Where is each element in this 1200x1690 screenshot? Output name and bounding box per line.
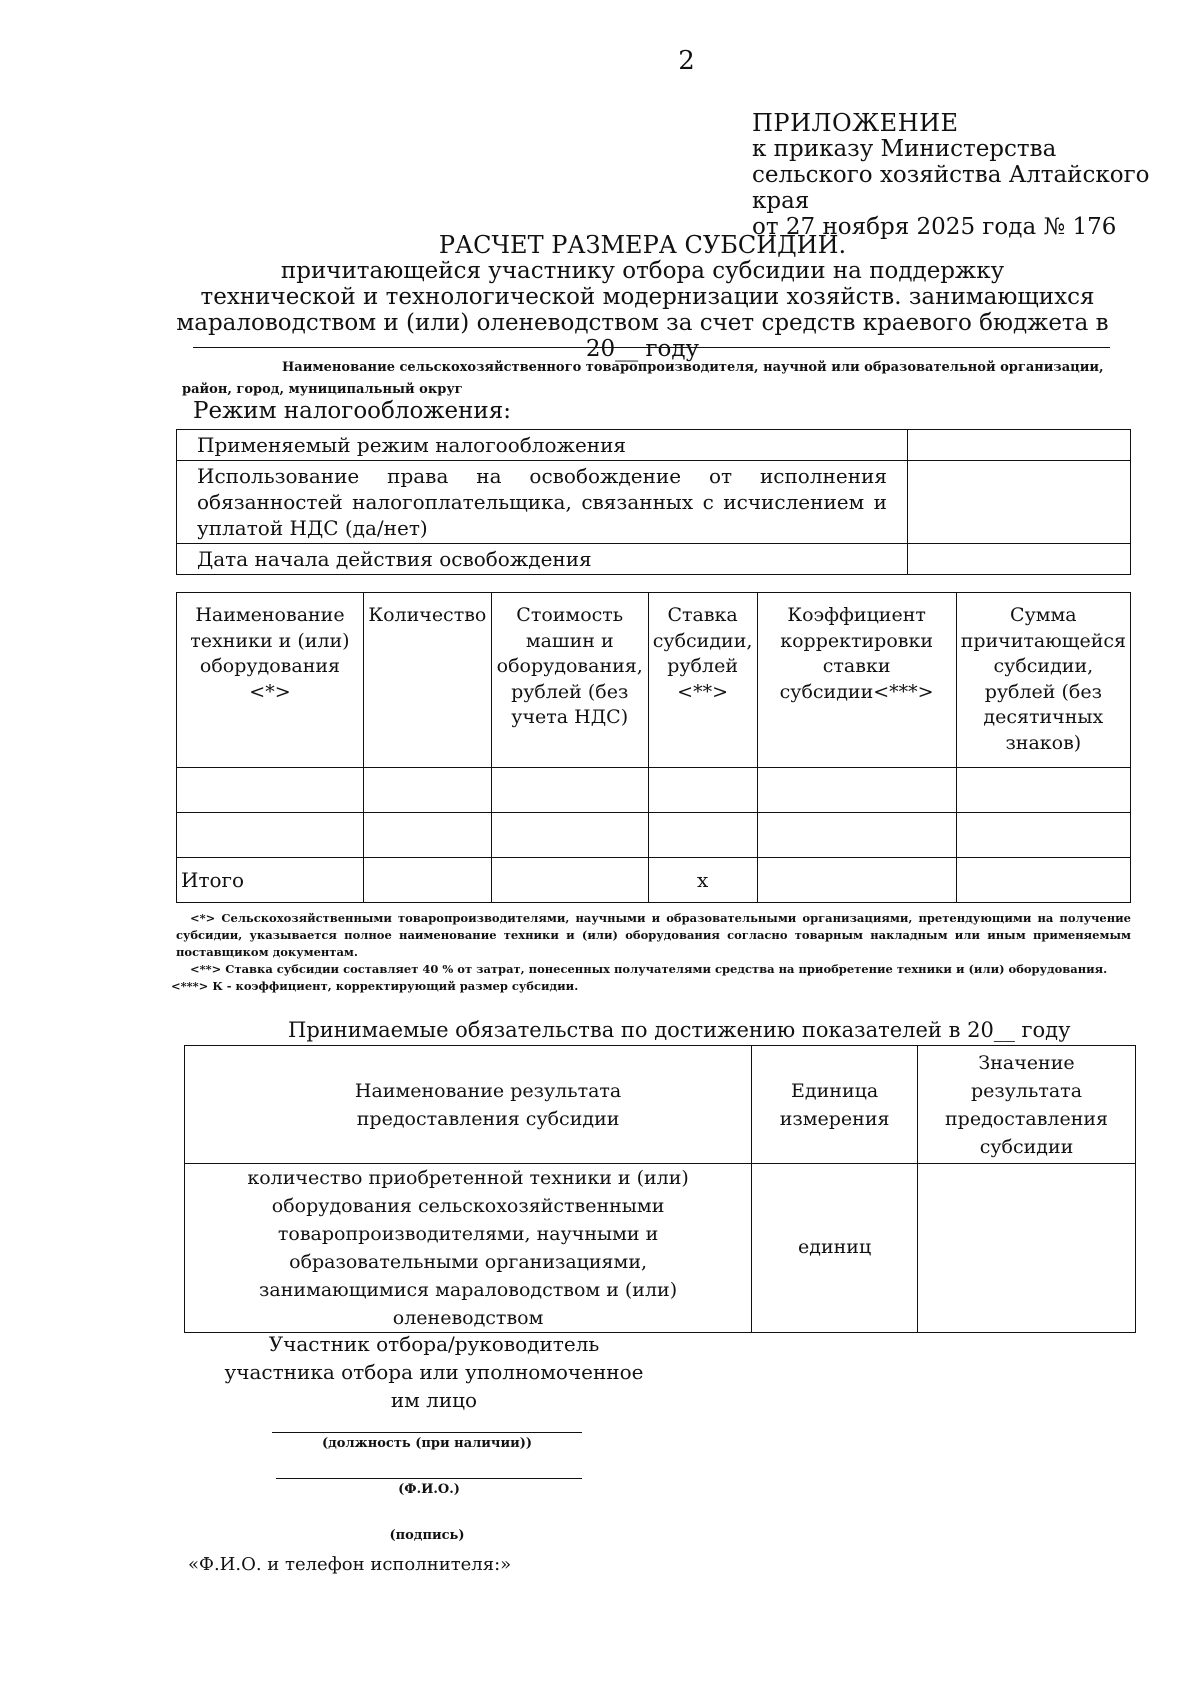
tax-row-value[interactable] — [908, 544, 1131, 575]
table-header-row — [177, 593, 1131, 768]
table-cell[interactable] — [491, 858, 648, 903]
table-row — [177, 768, 1131, 813]
title-line: причитающейся участнику отбора субсидии на поддержку — [280, 258, 1005, 284]
document-title — [160, 232, 1125, 362]
table-row — [185, 1164, 1136, 1333]
result-value-cell[interactable] — [918, 1164, 1136, 1333]
col-header-result-name: Наименование результата предоставления субсидии — [185, 1046, 752, 1164]
table-row — [177, 813, 1131, 858]
page-number: 2 — [678, 46, 695, 76]
appendix-line: от 27 ноября 2025 года № 176 — [752, 214, 1117, 240]
appendix-line: сельского хозяйства Алтайского края — [752, 162, 1150, 214]
org-name-caption — [182, 357, 1122, 401]
org-caption-part1: Наименование сельскохозяйственного товаропроизводителя, научной или образовательной организации, — [282, 360, 1104, 375]
table-total-row — [177, 858, 1131, 903]
tax-regime-label: Режим налогообложения: — [193, 398, 512, 424]
table-row — [177, 430, 1131, 461]
obligations-heading: Принимаемые обязательства по достижению показателей в 20__ году — [288, 1018, 1071, 1042]
appendix-block — [752, 110, 1200, 240]
total-label: Итого — [177, 858, 364, 903]
table-cell[interactable] — [363, 858, 491, 903]
total-rate-cell: х — [648, 858, 757, 903]
col-header-sum: Сумма причитающейся субсидии, рублей (без десятичных знаков) — [956, 593, 1130, 768]
table-header-row — [185, 1046, 1136, 1164]
fio-line — [276, 1478, 582, 1479]
col-header-cost: Стоимость машин и оборудования, рублей (без учета НДС) — [491, 593, 648, 768]
table-row — [177, 544, 1131, 575]
col-header-unit: Единица измерения — [752, 1046, 918, 1164]
tax-regime-table — [176, 429, 1131, 575]
table-cell[interactable] — [491, 768, 648, 813]
table-cell[interactable] — [177, 813, 364, 858]
obligations-table — [184, 1045, 1136, 1333]
title-line: мараловодством и (или) оленеводством за счет средств краевого бюджета в 20__ году — [176, 310, 1109, 362]
table-cell[interactable] — [648, 768, 757, 813]
table-cell[interactable] — [956, 768, 1130, 813]
title-line: технической и технологической модернизации хозяйств. занимающихся — [200, 284, 1095, 310]
footnote: <***> К - коэффициент, корректирующий размер субсидии. — [171, 979, 579, 993]
result-unit-cell: единиц — [752, 1164, 918, 1333]
org-caption-part2: район, город, муниципальный округ — [182, 382, 463, 397]
footnote: <*> Сельскохозяйственными товаропроизводителями, научными и образовательными организациями, претендующими на получение субсидии, указывается полное наименование техники и (или) оборудования согласно товарным накладным или иным применяемым поставщиком документам. — [176, 911, 1131, 959]
fio-caption: (Ф.И.О.) — [398, 1482, 460, 1497]
appendix-line: к приказу Министерства — [752, 136, 1057, 162]
table-cell[interactable] — [956, 858, 1130, 903]
table-cell[interactable] — [491, 813, 648, 858]
tax-row-label: Использование права на освобождение от исполнения обязанностей налогоплательщика, связанных с исчислением и уплатой НДС (да/нет) — [177, 461, 908, 544]
appendix-title: ПРИЛОЖЕНИЕ — [752, 109, 959, 137]
org-name-line — [193, 347, 1110, 348]
col-header-coefficient: Коэффициент корректировки ставки субсидии<***> — [757, 593, 956, 768]
table-row — [177, 461, 1131, 544]
table-cell[interactable] — [363, 813, 491, 858]
tax-row-label: Применяемый режим налогообложения — [177, 430, 908, 461]
table-cell[interactable] — [757, 858, 956, 903]
position-caption: (должность (при наличии)) — [321, 1436, 533, 1451]
equipment-table — [176, 592, 1131, 903]
col-header-name: Наименование техники и (или) оборудования <*> — [177, 593, 364, 768]
tax-row-value[interactable] — [908, 461, 1131, 544]
result-name-cell: количество приобретенной техники и (или) оборудования сельскохозяйственными товаропроизводителями, научными и образовательными организациями, занимающимися мараловодством и (или) оленеводством — [185, 1164, 752, 1333]
executor-label: «Ф.И.О. и телефон исполнителя:» — [188, 1554, 512, 1575]
col-header-rate: Ставка субсидии, рублей <**> — [648, 593, 757, 768]
table-cell[interactable] — [757, 768, 956, 813]
signature-caption: (подпись) — [389, 1528, 465, 1543]
table-cell[interactable] — [363, 768, 491, 813]
tax-row-value[interactable] — [908, 430, 1131, 461]
table-cell[interactable] — [757, 813, 956, 858]
col-header-result-value: Значение результата предоставления субсидии — [918, 1046, 1136, 1164]
signature-heading: Участник отбора/руководитель участника отбора или уполномоченное им лицо — [224, 1332, 644, 1412]
table-cell[interactable] — [177, 768, 364, 813]
footnotes — [171, 910, 1131, 995]
footnote: <**> Ставка субсидии составляет 40 % от затрат, понесенных получателями средства на приобретение техники и (или) оборудования. — [190, 962, 1108, 976]
title-line: РАСЧЕТ РАЗМЕРА СУБСИДИИ. — [438, 231, 847, 259]
tax-row-label: Дата начала действия освобождения — [177, 544, 908, 575]
position-line — [272, 1432, 582, 1433]
col-header-quantity: Количество — [363, 593, 491, 768]
table-cell[interactable] — [956, 813, 1130, 858]
table-cell[interactable] — [648, 813, 757, 858]
